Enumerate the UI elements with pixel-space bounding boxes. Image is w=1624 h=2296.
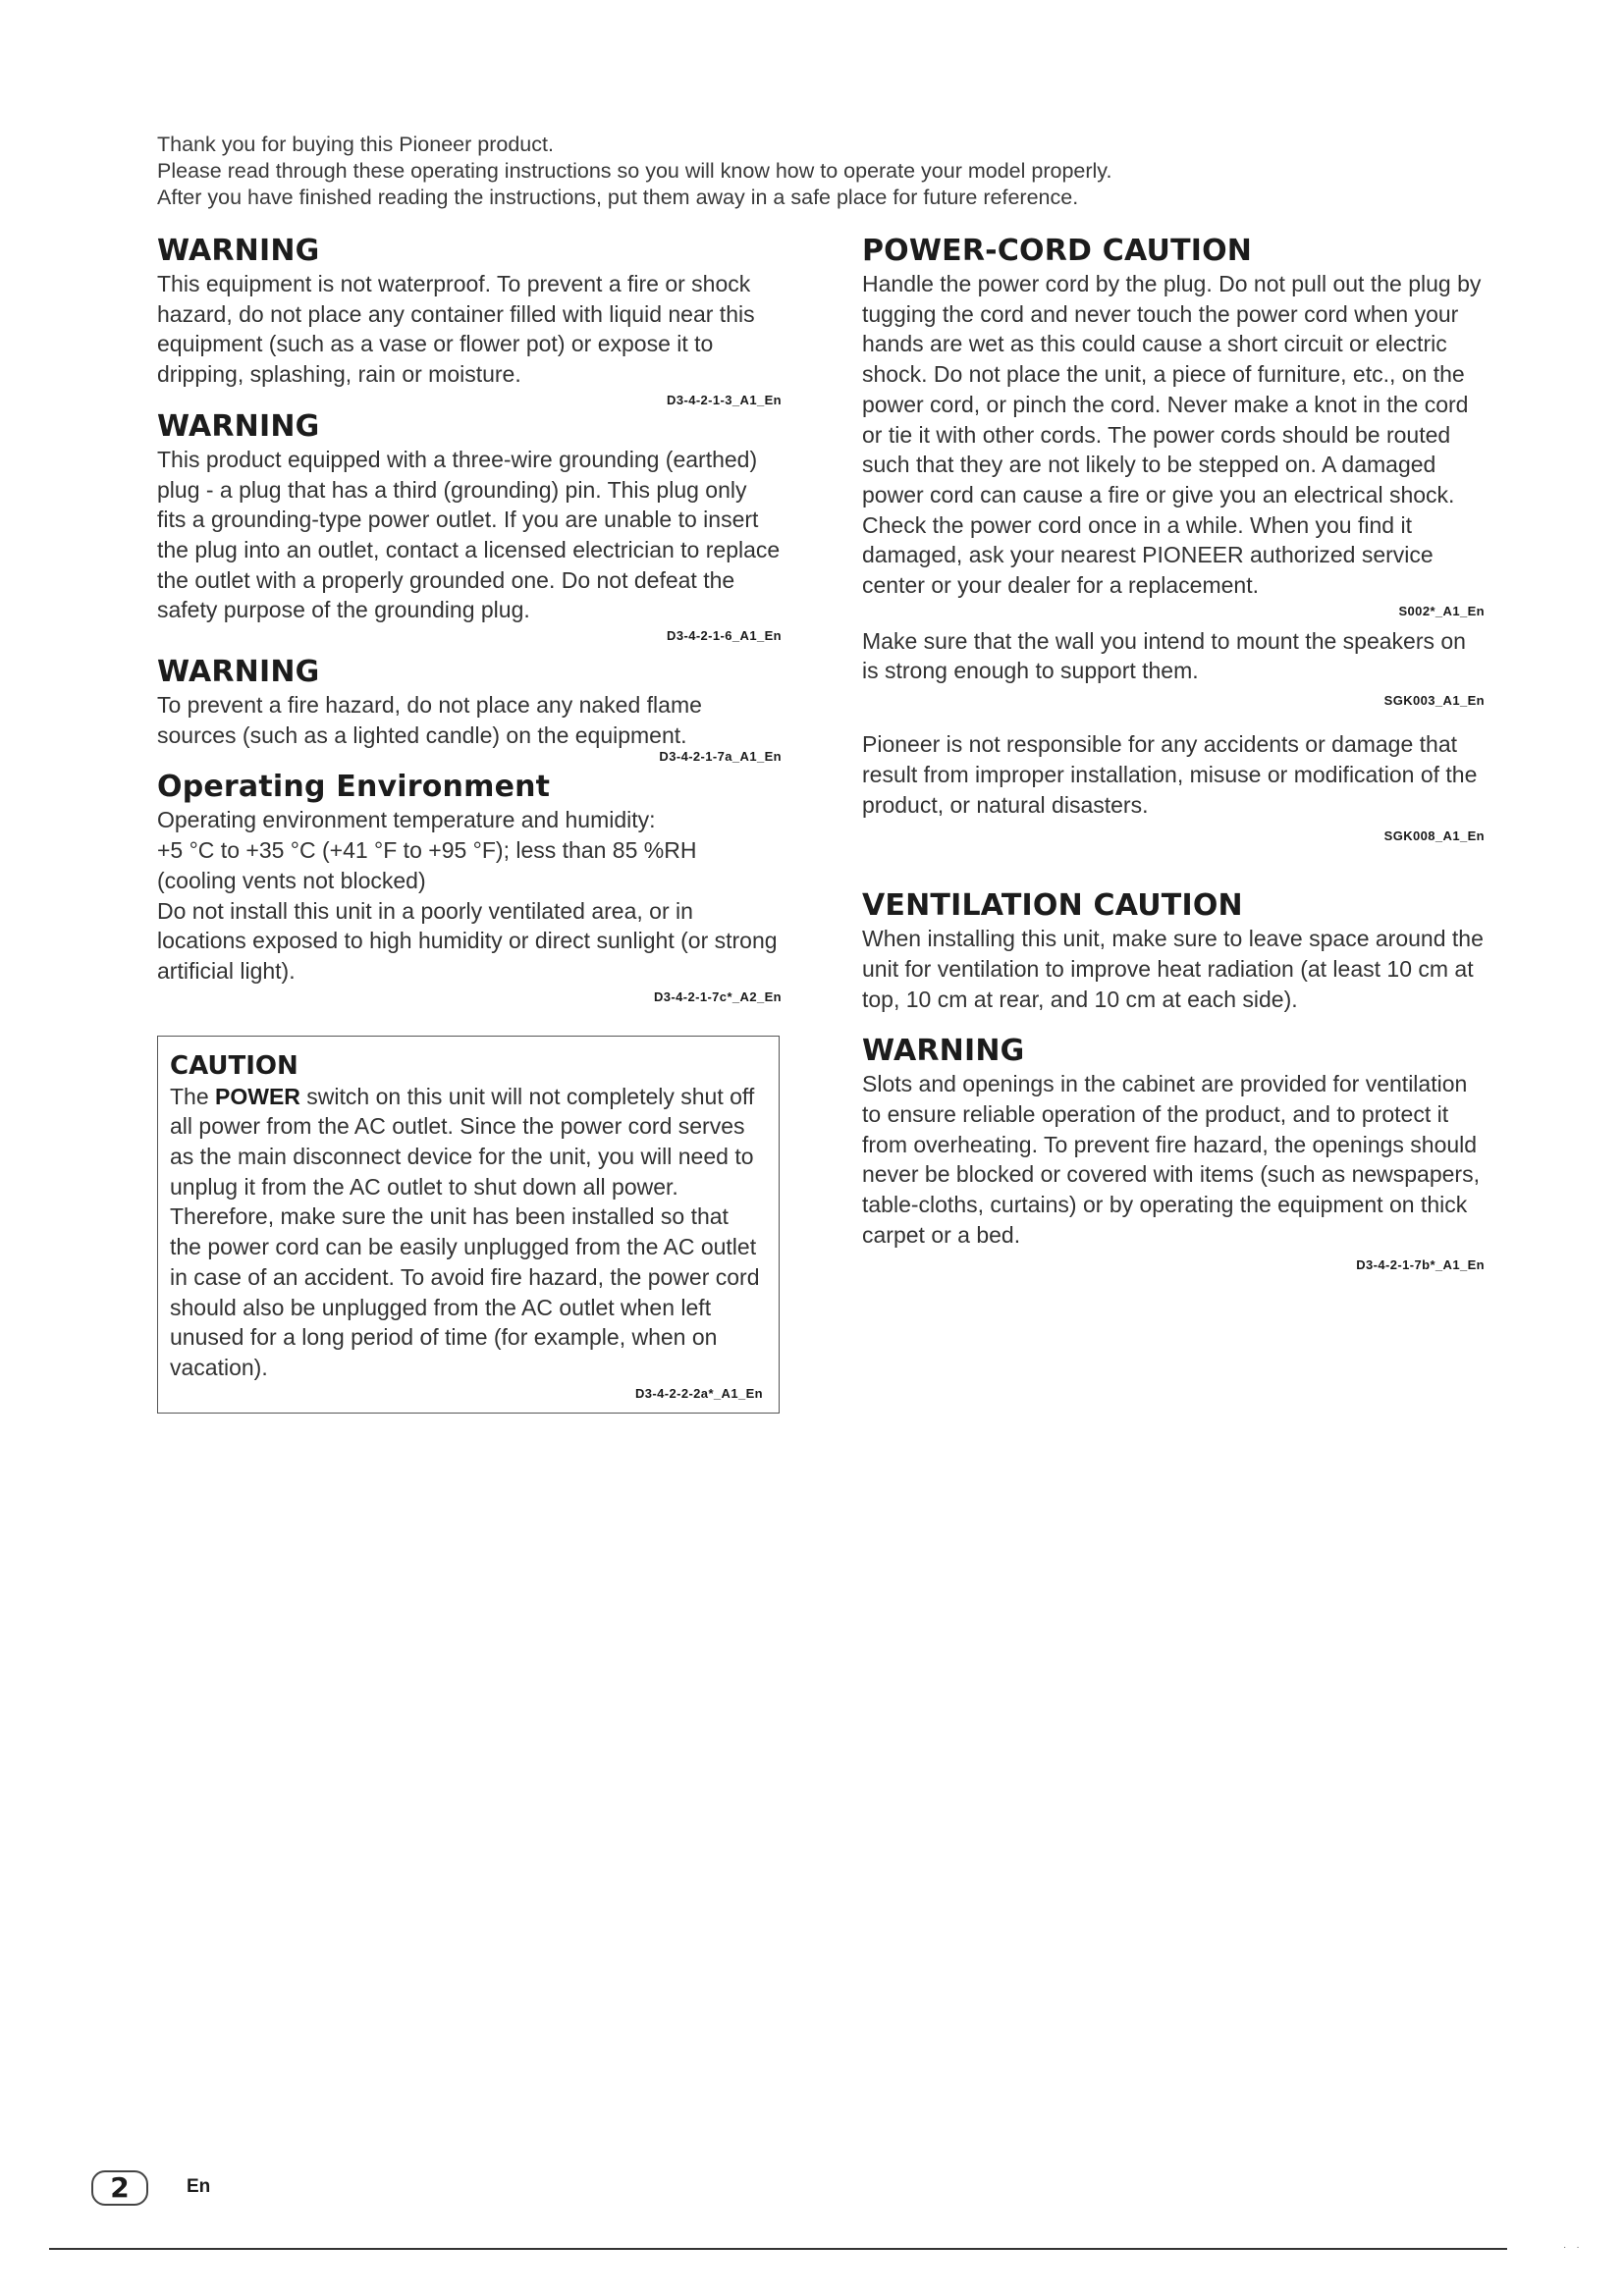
- footer-divider: [49, 2248, 1507, 2250]
- caution-text-pre: The: [170, 1083, 216, 1109]
- reference-code: D3-4-2-2-2a*_A1_En: [634, 1385, 763, 1401]
- warning-openings-section: [862, 1034, 1485, 1273]
- warning-heading: WARNING: [862, 1034, 1025, 1069]
- reference-code: D3-4-2-1-7b*_A1_En: [1356, 1256, 1485, 1272]
- right-column: [862, 234, 1485, 1274]
- reference-code: D3-4-2-1-7c*_A2_En: [653, 988, 782, 1004]
- ventilation-caution-heading: VENTILATION CAUTION: [862, 888, 1243, 924]
- environment-line-1: Operating environment temperature and humidity:: [157, 807, 656, 833]
- power-cord-caution-heading: POWER-CORD CAUTION: [862, 234, 1253, 268]
- power-cord-caution-section: [862, 234, 1485, 620]
- warning-waterproof-text: This equipment is not waterproof. To prevent a fire or shock hazard, do not place any container filled with liquid near this equipment (such as a vase or flower pot) or expose it to dripping, splashing, rain or moisture.: [157, 271, 755, 388]
- power-cord-caution-text: Handle the power cord by the plug. Do not pull out the plug by tugging the cord and never touch the power cord when your hands are wet as this could cause a short circuit or electric shock. Do not place the unit, a piece of furniture, etc., on the power cord, or pinch the cord. Never make a knot in the cord or tie it with other cords. The power cords should be routed such that they are not likely to be stepped on. A damaged power cord can cause a fire or give you an electrical shock. Check the power cord once in a while. When you find it damaged, ask your nearest PIONEER authorized service center or your dealer for a replacement.: [862, 271, 1482, 599]
- warning-heading: WARNING: [157, 408, 320, 444]
- warning-flame-text: To prevent a fire hazard, do not place any naked flame sources (such as a lighted candle) on the equipment.: [157, 692, 702, 748]
- warning-openings-text: Slots and openings in the cabinet are provided for ventilation to ensure reliable operation of the product, and to protect it from overheating. To prevent fire hazard, the openings should never be blocked or covered with items (such as newspapers, table-cloths, curtains) or by operating the equipment on thick carpet or a bed.: [862, 1071, 1480, 1248]
- crop-marks: ··: [1563, 2242, 1590, 2253]
- reference-code: S002*_A1_En: [1398, 603, 1485, 618]
- warning-grounding-section: [157, 409, 782, 645]
- left-column: [157, 234, 782, 1414]
- warning-heading: WARNING: [157, 234, 320, 268]
- intro-text: [157, 132, 1532, 211]
- reference-code: SGK008_A1_En: [1383, 828, 1485, 844]
- warning-flame-section: [157, 655, 782, 766]
- reference-code: D3-4-2-1-7a_A1_En: [659, 749, 782, 765]
- caution-text-rest: switch on this unit will not completely shut off all power from the AC outlet. Since the power cord serves as the main disconnect device for the unit, you will need to unplug it from the AC outlet to shut down all power. Therefore, make sure the unit has been installed so that the power cord can be easily unplugged from the AC outlet in case of an accident. To avoid fire hazard, the power cord should also be unplugged from the AC outlet when left unused for a long period of time (for example, when on vacation).: [170, 1083, 760, 1380]
- intro-line-3: After you have finished reading the instructions, put them away in a safe place for future reference.: [157, 186, 1079, 209]
- caution-heading: CAUTION: [170, 1050, 298, 1081]
- operating-environment-heading: Operating Environment: [157, 770, 551, 805]
- page-number: 2: [91, 2170, 148, 2206]
- wall-mount-section: [862, 626, 1485, 710]
- environment-line-2: +5 °C to +35 °C (+41 °F to +95 °F); less than 85 %RH (cooling vents not blocked): [157, 837, 697, 893]
- wall-mount-text: Make sure that the wall you intend to mount the speakers on is strong enough to support them.: [862, 627, 1466, 684]
- intro-line-2: Please read through these operating instructions so you will know how to operate your model properly.: [157, 159, 1112, 183]
- caution-text: [170, 1082, 763, 1383]
- caution-box: [157, 1036, 780, 1414]
- warning-heading: WARNING: [157, 655, 320, 690]
- operating-environment-section: [157, 770, 782, 1005]
- power-switch-label: POWER: [215, 1083, 300, 1109]
- ventilation-caution-section: [862, 888, 1485, 1014]
- reference-code: D3-4-2-1-6_A1_En: [667, 628, 782, 644]
- reference-code: SGK003_A1_En: [1383, 693, 1485, 709]
- responsibility-text: Pioneer is not responsible for any accidents or damage that result from improper installation, misuse or modification of the product, or natural disasters.: [862, 731, 1478, 818]
- warning-grounding-text: This product equipped with a three-wire grounding (earthed) plug - a plug that has a third (grounding) pin. This plug only fits a grounding-type power outlet. If you are unable to insert the plug into an outlet, contact a licensed electrician to replace the outlet with a properly grounded one. Do not defeat the safety purpose of the grounding plug.: [157, 446, 781, 623]
- ventilation-caution-text: When installing this unit, make sure to leave space around the unit for ventilation to improve heat radiation (at least 10 cm at top, 10 cm at rear, and 10 cm at each side).: [862, 926, 1484, 1012]
- intro-line-1: Thank you for buying this Pioneer product.: [157, 133, 554, 156]
- reference-code: D3-4-2-1-3_A1_En: [667, 392, 782, 407]
- language-label: En: [187, 2176, 211, 2197]
- environment-line-3: Do not install this unit in a poorly ventilated area, or in locations exposed to high humidity or direct sunlight (or strong artificial light).: [157, 897, 778, 984]
- warning-waterproof-section: [157, 234, 782, 409]
- responsibility-section: [862, 729, 1485, 845]
